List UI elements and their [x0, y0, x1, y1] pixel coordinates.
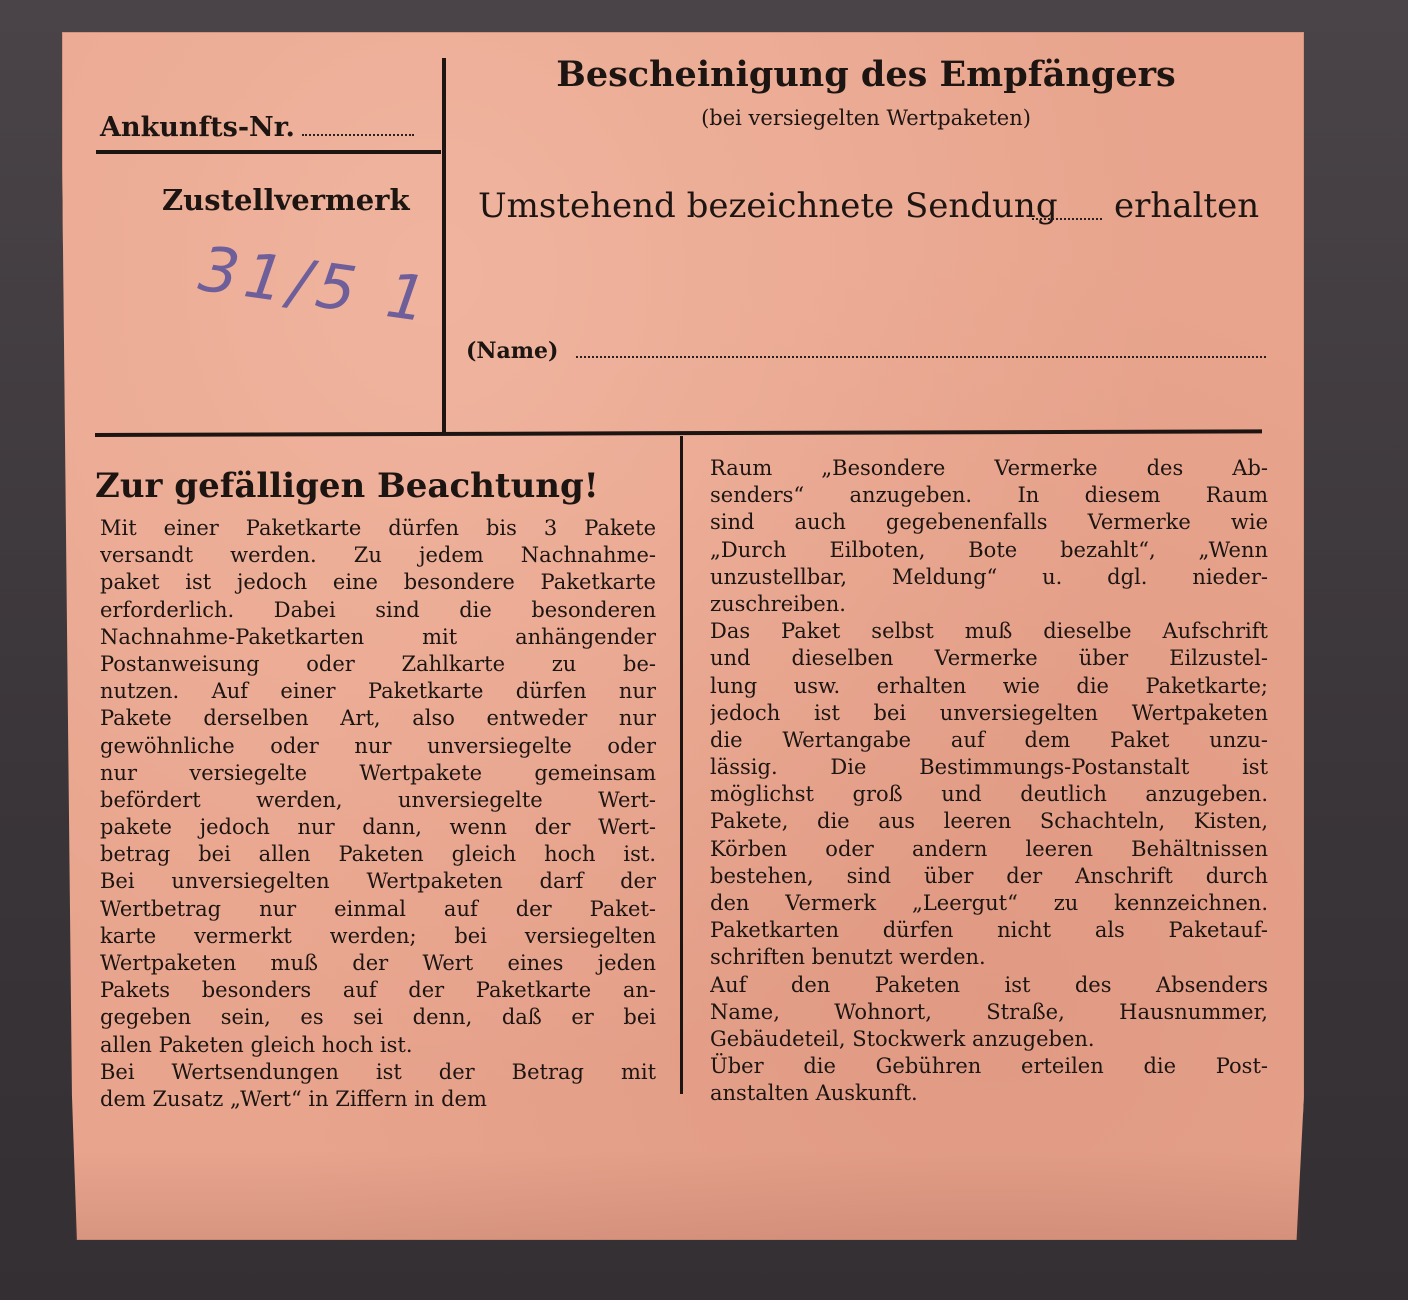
notice-line: pakete jedoch nur dann, wenn der Wert-: [100, 815, 656, 840]
notice-line: Mit einer Paketkarte dürfen bis 3 Pakete: [100, 516, 656, 540]
notice-line: Postanweisung oder Zahlkarte zu be-: [100, 651, 656, 676]
delivery-note-label: Zustellvermerk: [162, 183, 410, 217]
notice-line: zuschreiben.: [710, 591, 846, 616]
notice-right-column: [710, 455, 1268, 1108]
notice-column-rule: [680, 436, 683, 1094]
notice-line: Name, Wohnort, Straße, Hausnummer,: [710, 999, 1268, 1024]
notice-line: schriften benutzt werden.: [710, 945, 986, 970]
arrival-number-field[interactable]: [302, 134, 414, 136]
notice-line: Das Paket selbst muß dieselbe Aufschrift: [710, 619, 1268, 644]
notice-line: bestehen, sind über der Anschrift durch: [710, 863, 1268, 888]
notice-line: lung usw. erhalten wie die Paketkarte;: [710, 673, 1268, 698]
notice-line: „Durch Eilboten, Bote bezahlt“, „Wenn: [710, 537, 1268, 562]
received-shipment-field[interactable]: [1032, 218, 1102, 220]
notice-line: Wertpaketen muß der Wert eines jeden: [100, 951, 656, 975]
certificate-title: Bescheinigung des Empfängers: [556, 54, 1176, 95]
notice-line: Bei Wertsendungen ist der Betrag mit: [100, 1059, 656, 1084]
arrival-number-label: Ankunfts-Nr.: [100, 112, 295, 143]
notice-line: Wertbetrag nur einmal auf der Paket-: [100, 896, 656, 921]
notice-title: Zur gefälligen Beachtung!: [95, 466, 599, 506]
notice-line: nutzen. Auf einer Paketkarte dürfen nur: [100, 679, 656, 704]
notice-line: den Vermerk „Leergut“ zu kennzeichnen.: [710, 891, 1268, 915]
certificate-subtitle: (bei versiegelten Wertpaketen): [701, 106, 1031, 130]
notice-line: versandt werden. Zu jedem Nachnahme-: [100, 543, 656, 568]
notice-line: gegeben sein, es sei denn, daß er bei: [100, 1005, 656, 1030]
notice-line: jedoch ist bei unversiegelten Wertpaketen: [710, 700, 1268, 725]
notice-line: Paketkarten dürfen nicht als Paketauf-: [710, 918, 1268, 943]
notice-line: sind auch gegebenenfalls Vermerke wie: [710, 510, 1268, 535]
notice-line: paket ist jedoch eine besondere Paketkarte: [100, 570, 656, 595]
notice-line: Pakets besonders auf der Paketkarte an-: [100, 978, 656, 1003]
notice-line: nur versiegelte Wertpakete gemeinsam: [100, 760, 656, 785]
notice-line: erforderlich. Dabei sind die besonderen: [100, 597, 656, 622]
notice-line: Auf den Paketen ist des Absenders: [710, 972, 1268, 997]
notice-line: Pakete derselben Art, also entweder nur: [100, 706, 656, 731]
card-shadow: [75, 1150, 1300, 1240]
arrival-divider: [96, 150, 441, 154]
notice-line: unzustellbar, Meldung“ u. dgl. nieder-: [710, 564, 1268, 589]
notice-line: betrag bei allen Paketen gleich hoch ist.: [100, 842, 656, 867]
notice-line: gewöhnliche oder nur unversiegelte oder: [100, 733, 656, 758]
notice-line: Raum „Besondere Vermerke des Ab-: [710, 456, 1268, 480]
notice-line: Gebäudeteil, Stockwerk anzugeben.: [710, 1026, 1095, 1051]
notice-line: Nachnahme-Paketkarten mit anhängender: [100, 624, 656, 649]
handwritten-delivery-note: 31/5 1: [194, 232, 438, 337]
notice-line: senders“ anzugeben. In diesem Raum: [710, 483, 1268, 508]
notice-line: anstalten Auskunft.: [710, 1081, 918, 1106]
header-vertical-rule: [442, 58, 446, 432]
notice-line: befördert werden, unversiegelte Wert-: [100, 787, 656, 812]
notice-line: Bei unversiegelten Wertpaketen darf der: [100, 869, 656, 894]
notice-line: möglichst groß und deutlich anzugeben.: [710, 782, 1268, 807]
notice-line: die Wertangabe auf dem Paket unzu-: [710, 727, 1268, 752]
received-statement-suffix: erhalten: [1114, 186, 1260, 226]
notice-line: Über die Gebühren erteilen die Post-: [710, 1054, 1268, 1079]
recipient-name-label: (Name): [466, 338, 559, 364]
notice-line: lässig. Die Bestimmungs-Postanstalt ist: [710, 755, 1268, 780]
received-statement: Umstehend bezeichnete Sendung: [478, 186, 1058, 226]
notice-line: dem Zusatz „Wert“ in Ziffern in dem: [100, 1086, 487, 1111]
notice-left-column: [100, 515, 656, 1113]
recipient-name-field[interactable]: [576, 356, 1266, 358]
notice-line: und dieselben Vermerke über Eilzustel-: [710, 646, 1268, 671]
notice-line: allen Paketen gleich hoch ist.: [100, 1032, 413, 1057]
notice-line: Körben oder andern leeren Behältnissen: [710, 836, 1268, 861]
notice-line: Pakete, die aus leeren Schachteln, Kisten,: [710, 809, 1268, 834]
notice-line: karte vermerkt werden; bei versiegelten: [100, 923, 656, 948]
